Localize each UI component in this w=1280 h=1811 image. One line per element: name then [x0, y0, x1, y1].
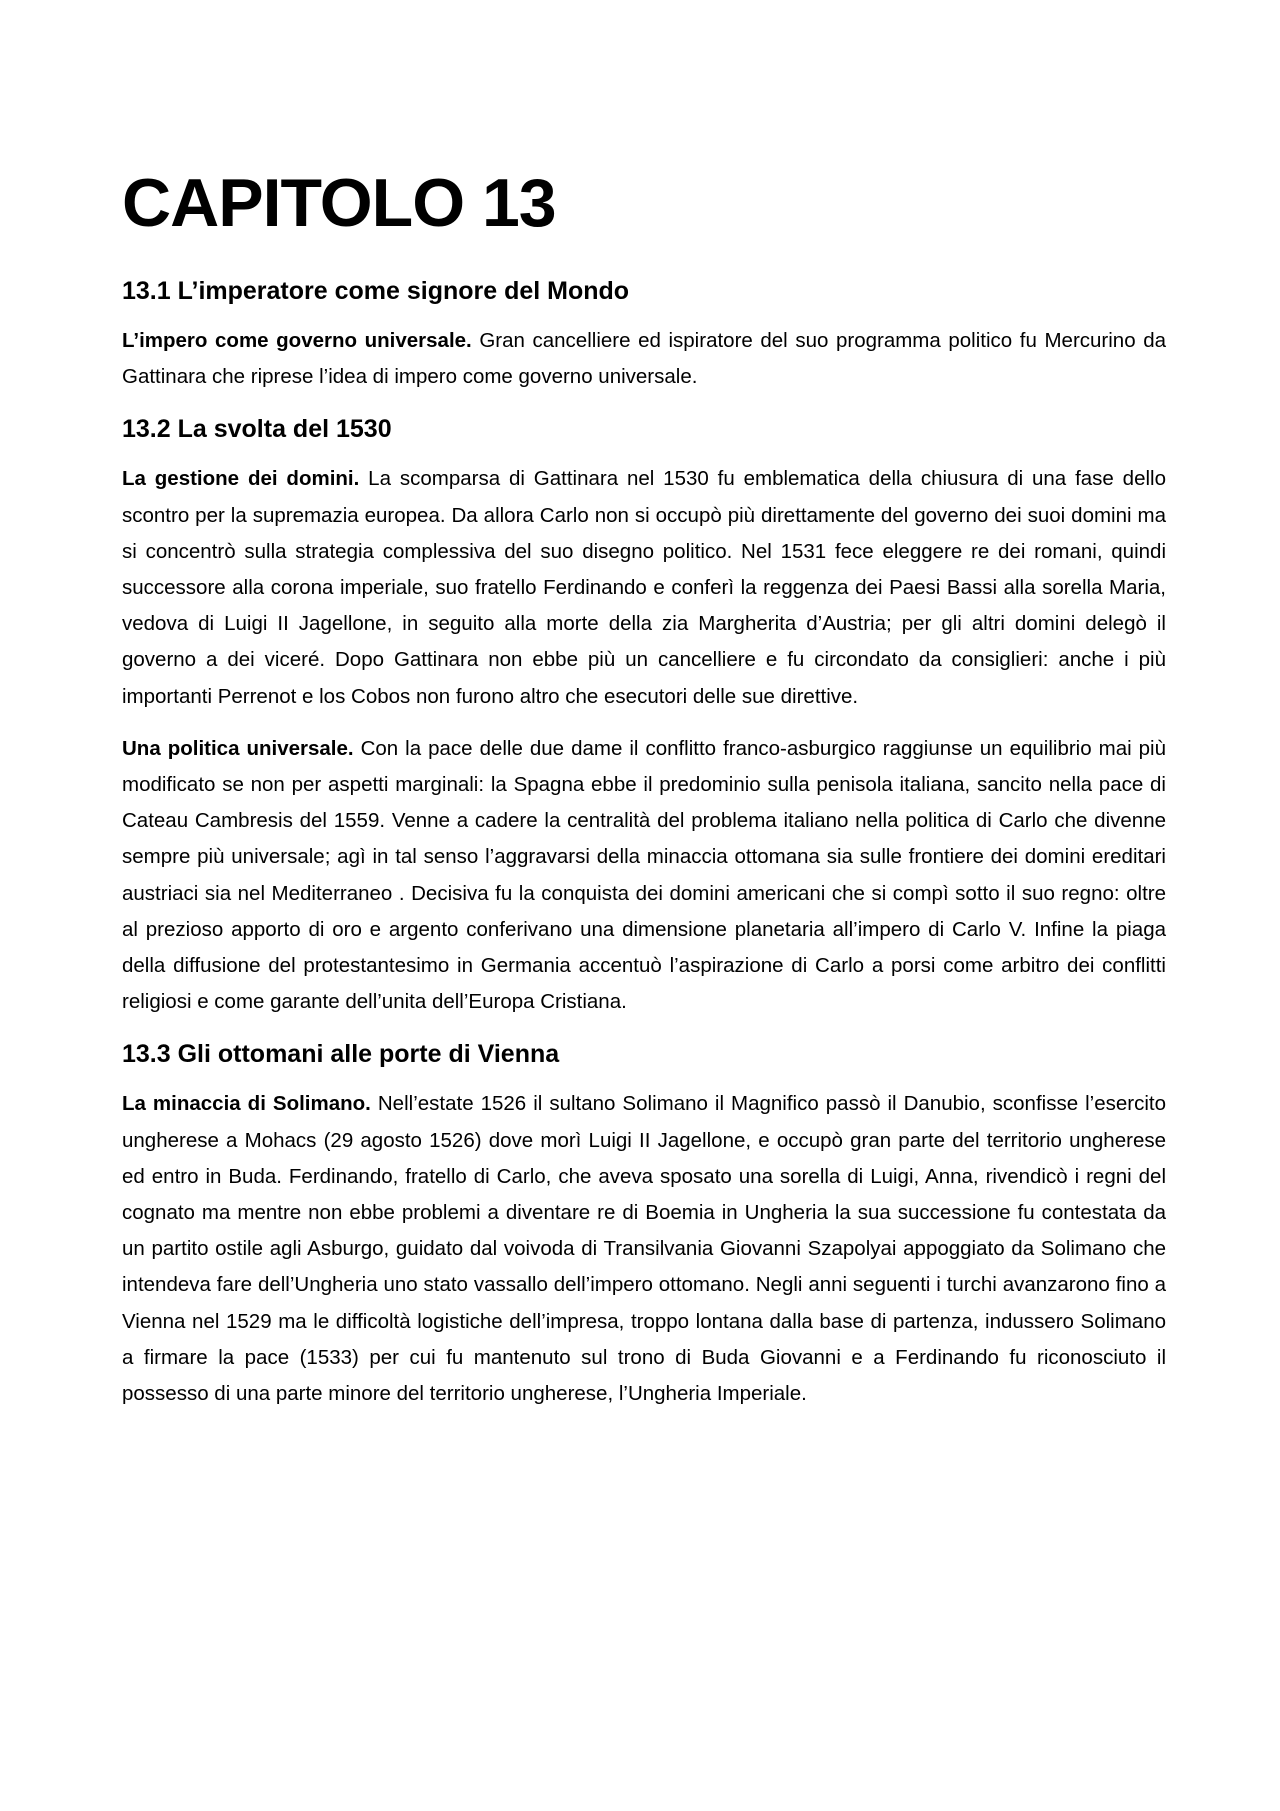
paragraph-text: La scomparsa di Gattinara nel 1530 fu emblematica della chiusura di una fase dello scontro per la supremazia europea. Da allora Carlo non si occupò più direttamente del governo dei suoi domini ma si concentrò sulla strategia complessiva del suo disegno politico. Nel 1531 fece eleggere re dei romani, quindi successore alla corona imperiale, suo fratello Ferdinando e conferì la reggenza dei Paesi Bassi alla sorella Maria, vedova di Luigi II Jagellone, in seguito alla morte della zia Margherita d’Austria; per gli altri domini delegò il governo a dei viceré. Dopo Gattinara non ebbe più un cancelliere e fu circondato da consiglieri: anche i più importanti Perrenot e los Cobos non furono altro che esecutori delle sue direttive. — [122, 467, 1166, 708]
paragraph-text: Con la pace delle due dame il conflitto franco-asburgico raggiunse un equilibrio mai più modificato se non per aspetti marginali: la Spagna ebbe il predominio sulla penisola italiana, sancito nella pace di Cateau Cambresis del 1559. Venne a cadere la centralità del problema italiano nella politica di Carlo che divenne sempre più universale; agì in tal senso l’aggravarsi della minaccia ottomana sia sulle frontiere dei domini ereditari austriaci sia nel Mediterraneo . Decisiva fu la conquista dei domini americani che si compì sotto il suo regno: oltre al prezioso apporto di oro e argento conferivano una dimensione planetaria all’impero di Carlo V. Infine la piaga della diffusione del protestantesimo in Germania accentuò l’aspirazione di Carlo a porsi come arbitro dei conflitti religiosi e come garante dell’unita dell’Europa Cristiana. — [122, 736, 1166, 1014]
paragraph-impero-universale — [122, 323, 1166, 395]
section-heading-13-2: 13.2 La svolta del 1530 — [122, 415, 392, 444]
paragraph-lead: La gestione dei domini. — [122, 467, 360, 491]
paragraph-gestione-domini — [122, 461, 1166, 714]
paragraph-lead: La minaccia di Solimano. — [122, 1092, 371, 1116]
chapter-title: CAPITOLO 13 — [122, 165, 556, 241]
document-page — [122, 0, 1166, 1412]
paragraph-politica-universale — [122, 731, 1166, 1021]
section-heading-13-3: 13.3 Gli ottomani alle porte di Vienna — [122, 1040, 560, 1069]
paragraph-text: Nell’estate 1526 il sultano Solimano il Magnifico passò il Danubio, sconfisse l’esercito ungherese a Mohacs (29 agosto 1526) dove morì Luigi II Jagellone, e occupò gran parte del territorio ungherese ed entro in Buda. Ferdinando, fratello di Carlo, che aveva sposato una sorella di Luigi, Anna, rivendicò i regni del cognato ma mentre non ebbe problemi a diventare re di Boemia in Ungheria la sua successione fu contestata da un partito ostile agli Asburgo, guidato dal voivoda di Transilvania Giovanni Szapolyai appoggiato da Solimano che intendeva fare dell’Ungheria uno stato vassallo dell’impero ottomano. Negli anni seguenti i turchi avanzarono fino a Vienna nel 1529 ma le difficoltà logistiche dell’impresa, troppo lontana dalla base di partenza, indussero Solimano a firmare la pace (1533) per cui fu mantenuto sul trono di Buda Giovanni e a Ferdinando fu riconosciuto il possesso di una parte minore del territorio ungherese, l’Ungheria Imperiale. — [122, 1092, 1167, 1406]
section-heading-13-1: 13.1 L’imperatore come signore del Mondo — [122, 277, 630, 305]
paragraph-text: Gran cancelliere ed ispiratore del suo programma politico fu Mercurino da Gattinara che riprese l’idea di impero come governo universale. — [122, 329, 1166, 389]
paragraph-lead: L’impero come governo universale. — [122, 329, 472, 352]
paragraph-lead: Una politica universale. — [122, 736, 354, 760]
paragraph-minaccia-solimano — [122, 1086, 1166, 1412]
